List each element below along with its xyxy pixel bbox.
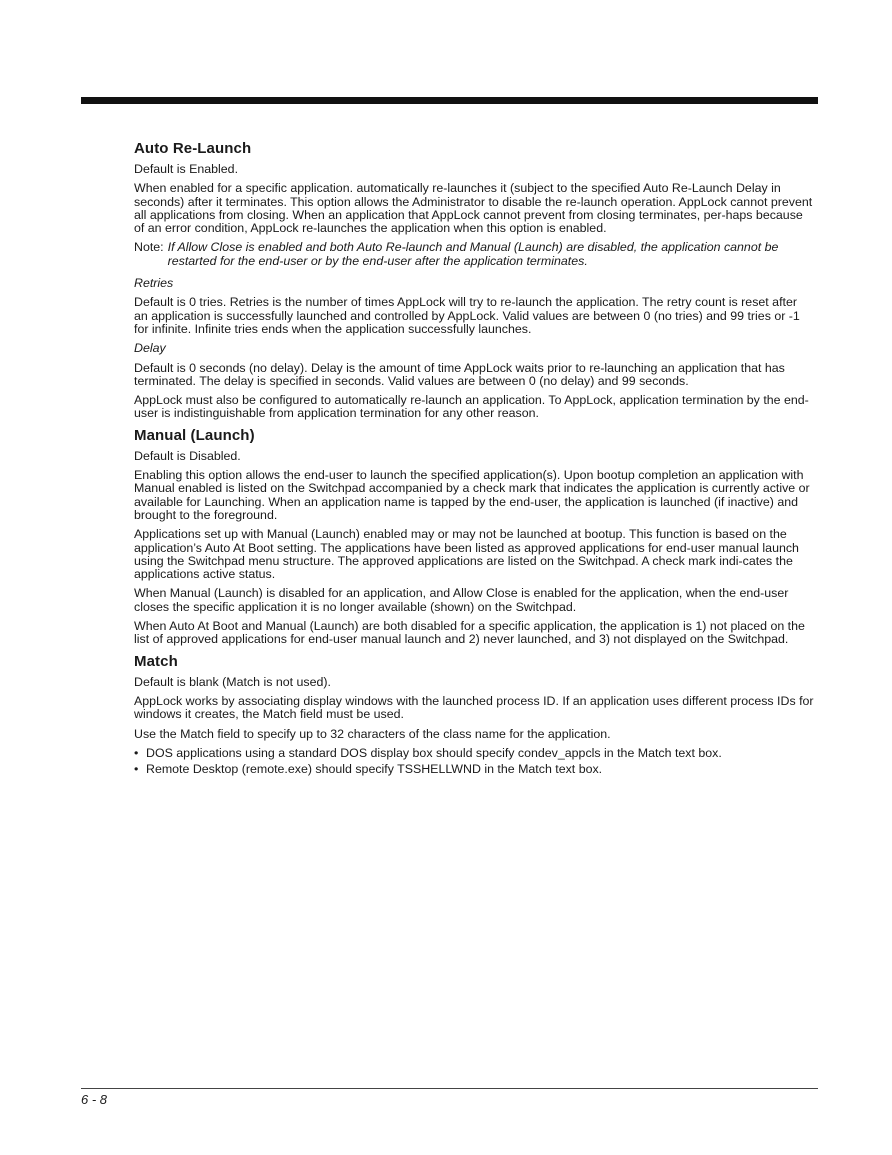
list-item	[134, 747, 814, 760]
page-content	[134, 138, 814, 779]
auto-relaunch-heading: Auto Re-Launch	[134, 140, 252, 157]
match-bullet-list	[134, 747, 814, 777]
list-item	[134, 763, 814, 776]
manual-launch-default: Default is Disabled.	[134, 448, 241, 463]
auto-relaunch-note	[134, 241, 814, 268]
match-paragraph-2: Use the Match field to specify up to 32 characters of the class name for the application.	[134, 726, 611, 741]
note-label: Note:	[134, 240, 164, 255]
delay-heading: Delay	[134, 341, 166, 356]
note-text: If Allow Close is enabled and both Auto Re-launch and Manual (Launch) are disabled, the application cannot be restarted for the end-user or by the end-user after the application terminates.	[167, 240, 779, 268]
manual-launch-paragraph-2: Applications set up with Manual (Launch) enabled may or may not be launched at bootup. This function is based on the application’s Auto At Boot setting. The applications have been listed as approved applications for end-user manual launch using the Switchpad menu structure. The approved applications are listed on the Switchpad. A check mark indi-cates the applications active status.	[134, 527, 799, 582]
manual-launch-paragraph-3: When Manual (Launch) is disabled for an application, and Allow Close is enabled for the application, when the end-user closes the specific application it is no longer available (shown) on the Switchpad.	[134, 586, 789, 614]
footer-rule	[81, 1088, 818, 1089]
relaunch-config-text: AppLock must also be configured to automatically re-launch an application. To AppLock, application termination by the end-user is indistinguishable from application termination for any other reason.	[134, 393, 809, 421]
page-number: 6 - 8	[81, 1092, 108, 1107]
header-rule	[81, 97, 818, 104]
auto-relaunch-description: When enabled for a specific application. automatically re-launches it (subject to the specified Auto Re-Launch Delay in seconds) after it terminates. This option allows the Administrator to disable the re-launch operation. AppLock cannot prevent all applications from closing. When an application that AppLock cannot prevent from closing terminates, per-haps because of an error condition, AppLock re-launches the application when this option is enabled.	[134, 181, 813, 236]
match-heading: Match	[134, 652, 178, 670]
auto-relaunch-default: Default is Enabled.	[134, 162, 239, 176]
retries-text: Default is 0 tries. Retries is the number of times AppLock will try to re-launch the application. The retry count is reset after an application is successfully launched and controlled by AppLock. Valid values are between 0 (no tries) and 99 tries or -1 for infinite. Infinite tries ends when the application successfully launches.	[134, 295, 800, 336]
delay-text: Default is 0 seconds (no delay). Delay is the amount of time AppLock waits prior to re-launching an application that has terminated. The delay is specified in seconds. Valid values are between 0 (no delay) and 99 seconds.	[134, 360, 785, 388]
match-default: Default is blank (Match is not used).	[134, 674, 331, 689]
manual-launch-paragraph-1: Enabling this option allows the end-user to launch the specified application(s). Upon bootup completion an application with Manual enabled is listed on the Switchpad accompanied by a check mark that indicates the application is currently active or available for Launching. When an application name is tapped by the end-user, the application is launched (if inactive) and brought to the foreground.	[134, 468, 810, 522]
bullet-icon: •	[134, 745, 139, 760]
match-paragraph-1: AppLock works by associating display windows with the launched process ID. If an application uses different process IDs for windows it creates, the Match field must be used.	[134, 693, 814, 722]
bullet-text: DOS applications using a standard DOS display box should specify condev_appcls in the Match text box.	[146, 745, 722, 760]
manual-launch-heading: Manual (Launch)	[134, 426, 255, 444]
bullet-icon: •	[134, 762, 139, 777]
bullet-text: Remote Desktop (remote.exe) should specify TSSHELLWND in the Match text box.	[146, 762, 603, 777]
retries-heading: Retries	[134, 276, 174, 291]
manual-launch-paragraph-4: When Auto At Boot and Manual (Launch) are both disabled for a specific application, the application is 1) not placed on the list of approved applications for end-user manual launch and 2) never launched, and 3) not displayed on the Switchpad.	[134, 619, 805, 647]
